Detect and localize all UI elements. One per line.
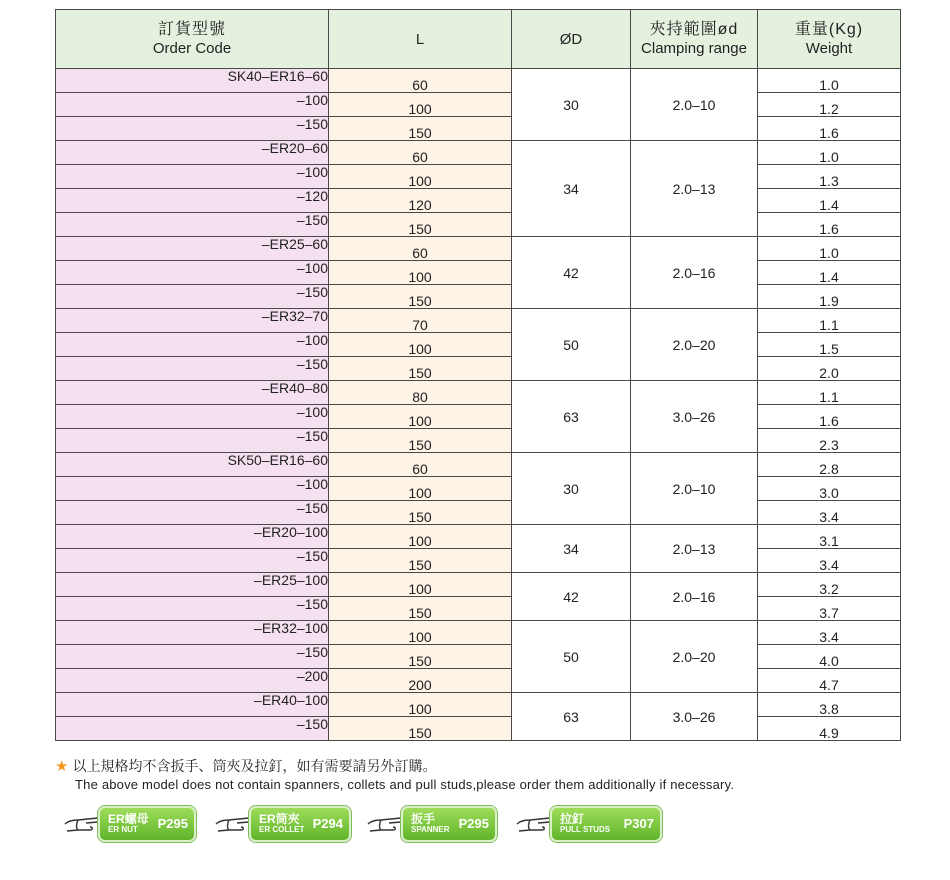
table-row (56, 381, 901, 405)
length-cell: 150 (329, 717, 512, 741)
table-row (56, 165, 901, 189)
clamping-range-cell: 3.0–26 (631, 381, 758, 453)
header-length: L (329, 10, 512, 69)
table-row (56, 525, 901, 549)
weight-cell: 4.7 (758, 669, 901, 693)
length-cell: 150 (329, 357, 512, 381)
ref-label-en: ER COLLET (259, 825, 305, 834)
table-row (56, 621, 901, 645)
length-cell: 150 (329, 429, 512, 453)
weight-cell: 3.7 (758, 597, 901, 621)
order-code-cell: –ER32–70 (56, 309, 329, 333)
diameter-cell: 50 (512, 621, 631, 693)
length-cell: 100 (329, 573, 512, 597)
header-clamping-zh: 夾持範圍ød (649, 21, 739, 38)
length-cell: 100 (329, 261, 512, 285)
length-cell: 60 (329, 237, 512, 261)
weight-cell: 2.0 (758, 357, 901, 381)
table-row (56, 333, 901, 357)
note-zh: 以上規格均不含扳手、筒夾及拉釘，如有需要請另外訂購。 (72, 758, 437, 774)
diameter-cell: 42 (512, 573, 631, 621)
table-row (56, 669, 901, 693)
header-weight (758, 10, 901, 69)
ref-page: P307 (623, 816, 654, 831)
order-code-cell: –ER40–100 (56, 693, 329, 717)
weight-cell: 1.1 (758, 309, 901, 333)
header-order-code (56, 10, 329, 69)
table-row (56, 357, 901, 381)
weight-cell: 1.6 (758, 213, 901, 237)
table-row (56, 285, 901, 309)
ref-page: P295 (458, 816, 489, 831)
order-code-cell: –150 (56, 285, 329, 309)
ref-tag[interactable] (98, 806, 196, 842)
weight-cell: 1.6 (758, 117, 901, 141)
header-weight-en: Weight (805, 40, 853, 57)
length-cell: 150 (329, 501, 512, 525)
length-cell: 200 (329, 669, 512, 693)
clamping-range-cell: 2.0–10 (631, 69, 758, 141)
clamping-range-cell: 2.0–13 (631, 525, 758, 573)
weight-cell: 1.0 (758, 69, 901, 93)
ref-tag[interactable] (401, 806, 497, 842)
order-code-cell: –100 (56, 93, 329, 117)
table-row (56, 141, 901, 165)
order-code-cell: –100 (56, 477, 329, 501)
table-row (56, 309, 901, 333)
length-cell: 60 (329, 453, 512, 477)
ref-page: P294 (312, 816, 343, 831)
weight-cell: 1.9 (758, 285, 901, 309)
ref-label-en: PULL STUDS (560, 825, 611, 834)
weight-cell: 1.0 (758, 237, 901, 261)
table-row (56, 117, 901, 141)
clamping-range-cell: 2.0–16 (631, 573, 758, 621)
weight-cell: 1.5 (758, 333, 901, 357)
table-row (56, 597, 901, 621)
clamping-range-cell: 2.0–13 (631, 141, 758, 237)
weight-cell: 1.4 (758, 261, 901, 285)
weight-cell: 1.4 (758, 189, 901, 213)
diameter-cell: 30 (512, 453, 631, 525)
table-row (56, 213, 901, 237)
length-cell: 150 (329, 549, 512, 573)
length-cell: 100 (329, 165, 512, 189)
diameter-cell: 63 (512, 381, 631, 453)
weight-cell: 3.2 (758, 573, 901, 597)
ref-label-zh: ER螺母 (108, 812, 149, 826)
weight-cell: 1.1 (758, 381, 901, 405)
header-clamping-en: Clamping range (641, 40, 747, 57)
note-en: The above model does not contain spanners, collets and pull studs,please order them additionally if necessary. (75, 777, 735, 792)
order-code-cell: –120 (56, 189, 329, 213)
star-icon: ★ (55, 758, 69, 775)
clamping-range-cell: 2.0–10 (631, 453, 758, 525)
weight-cell: 3.0 (758, 477, 901, 501)
order-code-cell: –150 (56, 429, 329, 453)
ref-label-en: SPANNER (411, 825, 450, 834)
length-cell: 100 (329, 93, 512, 117)
clamping-range-cell: 2.0–16 (631, 237, 758, 309)
header-order-code-en: Order Code (152, 40, 232, 57)
length-cell: 100 (329, 333, 512, 357)
header-clamping-range (631, 10, 758, 69)
header-diameter: ØD (512, 10, 631, 69)
table-row (56, 573, 901, 597)
order-code-cell: –100 (56, 333, 329, 357)
note (55, 757, 734, 794)
table-row (56, 405, 901, 429)
table-row (56, 549, 901, 573)
order-code-cell: SK40–ER16–60 (56, 69, 329, 93)
order-code-cell: –ER32–100 (56, 621, 329, 645)
weight-cell: 3.4 (758, 549, 901, 573)
ref-label-en: ER NUT (108, 825, 138, 834)
table-row (56, 501, 901, 525)
header-weight-zh: 重量(Kg) (794, 21, 864, 38)
table-row (56, 189, 901, 213)
length-cell: 100 (329, 693, 512, 717)
spec-table (55, 9, 901, 741)
order-code-cell: –ER20–60 (56, 141, 329, 165)
spec-table-body (56, 69, 901, 741)
weight-cell: 2.8 (758, 453, 901, 477)
length-cell: 150 (329, 117, 512, 141)
order-code-cell: –200 (56, 669, 329, 693)
table-row (56, 717, 901, 741)
length-cell: 100 (329, 525, 512, 549)
length-cell: 100 (329, 405, 512, 429)
length-cell: 150 (329, 285, 512, 309)
order-code-cell: –ER40–80 (56, 381, 329, 405)
weight-cell: 3.8 (758, 693, 901, 717)
length-cell: 150 (329, 213, 512, 237)
ref-page: P295 (157, 816, 188, 831)
table-row (56, 453, 901, 477)
order-code-cell: SK50–ER16–60 (56, 453, 329, 477)
table-row (56, 261, 901, 285)
ref-label-zh: ER筒夾 (259, 812, 300, 826)
length-cell: 150 (329, 597, 512, 621)
diameter-cell: 30 (512, 69, 631, 141)
reference-links (0, 806, 950, 842)
diameter-cell: 34 (512, 525, 631, 573)
order-code-cell: –ER25–60 (56, 237, 329, 261)
weight-cell: 3.1 (758, 525, 901, 549)
table-row (56, 93, 901, 117)
weight-cell: 3.4 (758, 501, 901, 525)
order-code-cell: –ER20–100 (56, 525, 329, 549)
clamping-range-cell: 2.0–20 (631, 309, 758, 381)
order-code-cell: –150 (56, 213, 329, 237)
ref-label-zh: 扳手 (411, 812, 436, 826)
order-code-cell: –150 (56, 357, 329, 381)
order-code-cell: –100 (56, 261, 329, 285)
weight-cell: 4.9 (758, 717, 901, 741)
order-code-cell: –150 (56, 645, 329, 669)
length-cell: 100 (329, 477, 512, 501)
diameter-cell: 50 (512, 309, 631, 381)
diameter-cell: 42 (512, 237, 631, 309)
length-cell: 60 (329, 69, 512, 93)
length-cell: 70 (329, 309, 512, 333)
order-code-cell: –ER25–100 (56, 573, 329, 597)
weight-cell: 4.0 (758, 645, 901, 669)
header-row (56, 10, 901, 69)
length-cell: 60 (329, 141, 512, 165)
table-row (56, 429, 901, 453)
table-row (56, 237, 901, 261)
weight-cell: 1.6 (758, 405, 901, 429)
weight-cell: 2.3 (758, 429, 901, 453)
weight-cell: 1.0 (758, 141, 901, 165)
ref-label-zh: 拉釘 (560, 812, 585, 826)
table-row (56, 645, 901, 669)
order-code-cell: –150 (56, 117, 329, 141)
length-cell: 100 (329, 621, 512, 645)
order-code-cell: –100 (56, 405, 329, 429)
weight-cell: 1.2 (758, 93, 901, 117)
diameter-cell: 63 (512, 693, 631, 741)
length-cell: 150 (329, 645, 512, 669)
ref-tag[interactable] (550, 806, 662, 842)
weight-cell: 3.4 (758, 621, 901, 645)
order-code-cell: –150 (56, 717, 329, 741)
order-code-cell: –100 (56, 165, 329, 189)
diameter-cell: 34 (512, 141, 631, 237)
clamping-range-cell: 3.0–26 (631, 693, 758, 741)
clamping-range-cell: 2.0–20 (631, 621, 758, 693)
order-code-cell: –150 (56, 549, 329, 573)
length-cell: 120 (329, 189, 512, 213)
ref-tag[interactable] (249, 806, 351, 842)
order-code-cell: –150 (56, 597, 329, 621)
table-row (56, 477, 901, 501)
order-code-cell: –150 (56, 501, 329, 525)
table-row (56, 693, 901, 717)
weight-cell: 1.3 (758, 165, 901, 189)
header-order-code-zh: 訂貨型號 (157, 21, 226, 38)
length-cell: 80 (329, 381, 512, 405)
table-row (56, 69, 901, 93)
